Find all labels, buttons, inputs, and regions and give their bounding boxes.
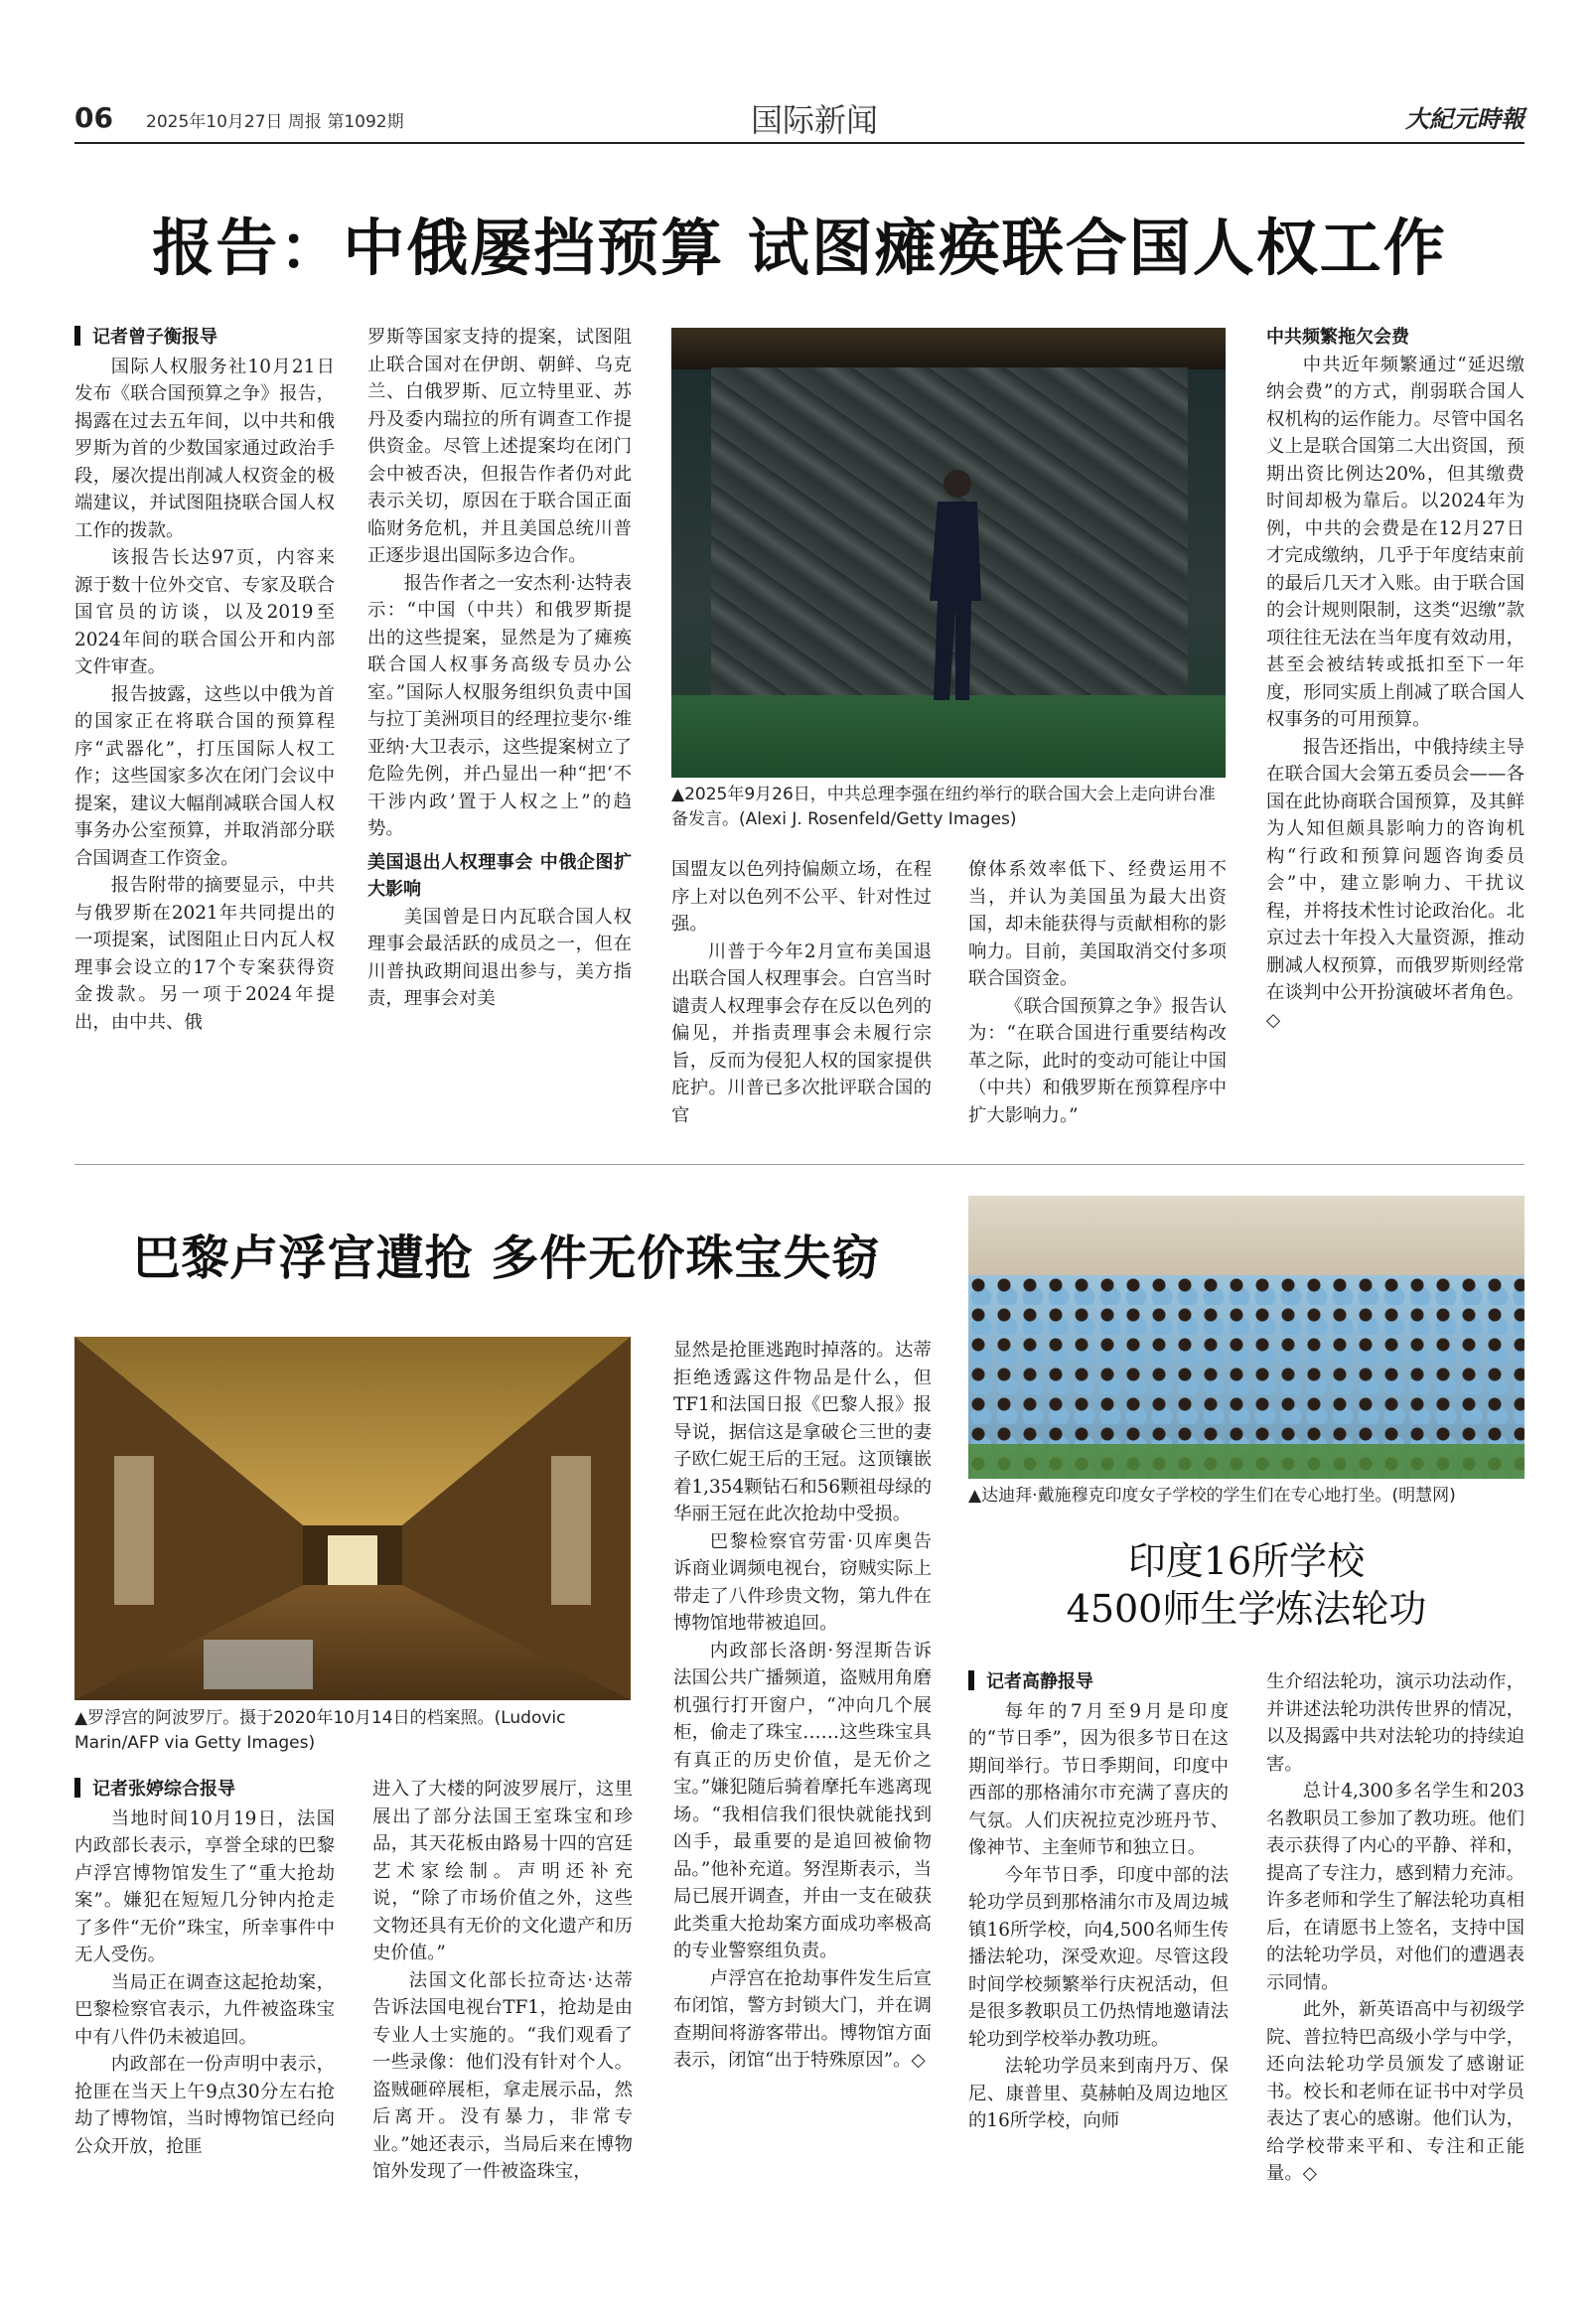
speaker-figure xyxy=(920,462,989,710)
paragraph: 显然是抢匪逃跑时掉落的。达蒂拒绝透露这件物品是什么，但TF1和法国日报《巴黎人报》报导说，据信这是拿破仑三世的妻子欧仁妮王后的王冠。这顶镶嵌着1,354颗钻石和56颗祖母绿的华丽王冠在此次抢劫中受损。 xyxy=(673,1340,932,1524)
article1-byline: 记者曾子衡报导 xyxy=(74,324,335,352)
paragraph: 国盟友以色列持偏颇立场，在程序上对以色列不公平、针对性过强。 xyxy=(671,859,932,935)
paragraph: 内政部在一份声明中表示，抢匪在当天上午9点30分左右抢劫了博物馆，当时博物馆已经向公众开放，抢匪 xyxy=(74,2054,335,2157)
article1-subhead-1: 美国退出人权理事会 中俄企图扩大影响 xyxy=(367,851,632,900)
article2-col3 xyxy=(673,1337,932,2292)
article1-photo-caption: ▲2025年9月26日，中共总理李强在纽约举行的联合国大会上走向讲台准备发言。(Alexi J. Rosenfeld/Getty Images) xyxy=(671,785,1216,829)
article3-headline-text: 印度16所学校 4500师生学炼法轮功 xyxy=(1066,1539,1427,1631)
section-title: 国际新闻 xyxy=(750,101,878,139)
issue-date: 2025年10月27日 周报 第1092期 xyxy=(146,112,404,132)
brand-logo: 大紀元時報 xyxy=(1405,104,1524,133)
article1-headline: 报告：中俄屡挡预算 试图瘫痪联合国人权工作 xyxy=(152,212,1447,284)
paragraph: 法轮功学员来到南丹万、保尼、康普里、莫赫帕及周边地区的16所学校，向师 xyxy=(968,2056,1229,2131)
louvre-gallery-photo xyxy=(74,1337,631,1700)
article2-headline: 巴黎卢浮宫遭抢 多件无价珠宝失窃 xyxy=(132,1230,881,1286)
article3-col1 xyxy=(968,1668,1229,2292)
article1-col4 xyxy=(968,856,1227,1144)
podium-desk xyxy=(671,328,1226,369)
article3-headline xyxy=(968,1537,1524,1633)
paragraph: 罗斯等国家支持的提案，试图阻止联合国对在伊朗、朝鲜、乌克兰、白俄罗斯、厄立特里亚、苏丹及委内瑞拉的所有调查工作提供资金。尽管上述提案均在闭门会中被否决，但报告作者仍对此表示关切，原因在于联合国正面临财务危机，并且美国总统川普正逐步退出国际多边合作。 xyxy=(367,327,632,566)
paragraph: 巴黎检察官劳雷·贝库奥告诉商业调频电视台，窃贼实际上带走了八件珍贵文物，第九件在博物馆地带被追回。 xyxy=(673,1530,932,1634)
paragraph: 川普于今年2月宣布美国退出联合国人权理事会。白宫当时谴责人权理事会存在反以色列的偏见，并指责理事会未履行宗旨，反而为侵犯人权的国家提供庇护。川普已多次批评联合国的官 xyxy=(671,940,932,1126)
article1-subhead-2: 中共频繁拖欠会费 xyxy=(1266,327,1409,348)
paragraph: 僚体系效率低下、经费运用不当，并认为美国虽为最大出资国，却未能获得与贡献相称的影响力。目前，美国取消交付多项联合国资金。 xyxy=(968,859,1227,989)
paragraph: 国际人权服务社10月21日发布《联合国预算之争》报告，揭露在过去五年间，以中共和俄罗斯为首的少数国家通过政治手段，屡次提出削减人权资金的极端建议，并试图阻挠联合国人权工作的拨款。 xyxy=(74,356,335,541)
paragraph: 报告披露，这些以中俄为首的国家正在将联合国的预算程序“武器化”，打压国际人权工作；这些国家多次在闭门会议中提案，建议大幅削减联合国人权事务办公室预算，并取消部分联合国调查工作资金。 xyxy=(74,683,335,869)
article1-col1 xyxy=(74,324,335,1138)
article2-col2 xyxy=(372,1776,633,2292)
masthead-rule xyxy=(74,142,1524,144)
paragraph: 今年节日季，印度中部的法轮功学员到那格浦尔市及周边城镇16所学校，向4,500名师生传播法轮功，深受欢迎。尽管这段时间学校频繁举行庆祝活动，但是很多教职员工仍热情地邀请法轮功到学校举办教功班。 xyxy=(968,1864,1229,2050)
paragraph: 中共近年频繁通过“延迟缴纳会费”的方式，削弱联合国人权机构的运作能力。尽管中国名义上是联合国第二大出资国，预期出资比例达20%，但其缴费时间却极为靠后。以2024年为例，中共的会费是在12月27日才完成缴纳，几乎于年度结束前的最后几天才入账。由于联合国的会计规则限制，这类“迟缴”款项往往无法在当年度有效动用，甚至会被结转或抵扣至下一年度，形同实质上削减了联合国人权事务的可用预算。 xyxy=(1266,354,1524,730)
paragraph: 该报告长达97页，内容来源于数十位外交官、专家及联合国官员的访谈，以及2019至2024年间的联合国公开和内部文件审查。 xyxy=(74,547,335,677)
paragraph: 报告还指出，中俄持续主导在联合国大会第五委员会——各国在此协商联合国预算，及其鲜为人知但颇具影响力的咨询机构“行政和预算问题咨询委员会”中，建立影响力、干扰议程，并将技术性讨论政治化。北京过去十年投入大量资源，推动删减人权预算，而俄罗斯则经常在谈判中公开扮演破坏者角色。◇ xyxy=(1266,736,1524,1031)
green-mats xyxy=(968,1444,1524,1479)
article3-col2 xyxy=(1266,1668,1524,2292)
section-divider xyxy=(74,1164,1524,1165)
paragraph: 报告附带的摘要显示，中共与俄罗斯在2021年共同提出的一项提案，试图阻止日内瓦人权理事会设立的17个专案获得资金拨款。另一项于2024年提出，由中共、俄 xyxy=(74,875,335,1033)
article1-col3 xyxy=(671,856,932,1144)
article3-byline: 记者高静报导 xyxy=(968,1668,1229,1696)
school-meditation-photo xyxy=(968,1196,1524,1479)
paragraph: 内政部长洛朗·努涅斯告诉法国公共广播频道，盗贼用角磨机强行打开窗户，“冲向几个展柜，偷走了珠宝……这些珠宝具有真正的历史价值，是无价之宝。”嫌犯随后骑着摩托车逃离现场。“我相信我们很快就能找到凶手，最重要的是追回被偷物品。”他补充道。努涅斯表示，当局已展开调查，并由一支在破获此类重大抢劫案方面成功率极高的专业警察组负责。 xyxy=(673,1640,932,1961)
page-number: 06 xyxy=(74,101,113,134)
paragraph: 总计4,300多名学生和203名教职员工参加了教功班。他们表示获得了内心的平静、祥和，提高了专注力，感到精力充沛。许多老师和学生了解法轮功真相后，在请愿书上签名，支持中国的法轮功学员，对他们的遭遇表示同情。 xyxy=(1266,1781,1524,1993)
article3-photo-caption: ▲达迪拜·戴施穆克印度女子学校的学生们在专心地打坐。(明慧网) xyxy=(968,1486,1456,1506)
article2-photo-caption: ▲罗浮宫的阿波罗厅。摄于2020年10月14日的档案照。(Ludovic Marin/AFP via Getty Images) xyxy=(74,1708,566,1753)
article2-col1 xyxy=(74,1776,335,2292)
article1-col2 xyxy=(367,324,632,1138)
paragraph: 报告作者之一安杰利·达特表示：“中国（中共）和俄罗斯提出的这些提案，显然是为了瘫痪联合国人权事务高级专员办公室。”国际人权服务组织负责中国与拉丁美洲项目的经理拉斐尔·维亚纳·大卫表示，这些提案树立了危险先例，并凸显出一种“把‘不干涉内政’置于人权之上”的趋势。 xyxy=(367,572,632,839)
article2-byline: 记者张婷综合报导 xyxy=(74,1776,335,1804)
paragraph: 当局正在调查这起抢劫案，巴黎检察官表示，九件被盗珠宝中有八件仍未被追回。 xyxy=(74,1971,335,2048)
paragraph: 当地时间10月19日，法国内政部长表示，享誉全球的巴黎卢浮宫博物馆发生了“重大抢劫案”。嫌犯在短短几分钟内抢走了多件“无价”珠宝，所幸事件中无人受伤。 xyxy=(74,1807,335,1965)
un-assembly-photo xyxy=(671,328,1226,778)
apollo-gallery-drawing xyxy=(74,1337,631,1700)
paragraph: 《联合国预算之争》报告认为：“在联合国进行重要结构改革之际，此时的变动可能让中国（中共）和俄罗斯在预算程序中扩大影响力。” xyxy=(968,995,1227,1126)
paragraph: 此外，新英语高中与初级学院、普拉特巴高级小学与中学，还向法轮功学员颁发了感谢证书。校长和老师在证书中对学员表达了衷心的感谢。他们认为，给学校带来平和、专注和正能量。◇ xyxy=(1266,1999,1524,2184)
paragraph: 法国文化部长拉奇达·达蒂告诉法国电视台TF1，抢劫是由专业人士实施的。“我们观看了一些录像：他们没有针对个人。盗贼砸碎展柜，拿走展示品，然后离开。没有暴力，非常专业。”她还表示，当局后来在博物馆外发现了一件被盗珠宝， xyxy=(372,1969,633,2182)
paragraph: 生介绍法轮功，演示功法动作，并讲述法轮功洪传世界的情况，以及揭露中共对法轮功的持续迫害。 xyxy=(1266,1671,1524,1775)
paragraph: 卢浮宫在抢劫事件发生后宣布闭馆，警方封锁大门，并在调查期间将游客带出。博物馆方面表示，闭馆“出于特殊原因”。◇ xyxy=(673,1967,932,2071)
paragraph: 进入了大楼的阿波罗展厅，这里展出了部分法国王室珠宝和珍品，其天花板由路易十四的宫廷艺术家绘制。声明还补充说，“除了市场价值之外，这些文物还具有无价的文化遗产和历史价值。” xyxy=(372,1779,633,1963)
paragraph: 美国曾是日内瓦联合国人权理事会最活跃的成员之一，但在川普执政期间退出参与，美方指责，理事会对美 xyxy=(367,906,632,1009)
article1-col5 xyxy=(1266,324,1524,1148)
paragraph: 每年的7月至9月是印度的“节日季”，因为很多节日在这期间举行。节日季期间，印度中西部的那格浦尔市充满了喜庆的气氛。人们庆祝拉克沙班丹节、像神节、主奎师节和独立日。 xyxy=(968,1700,1229,1858)
